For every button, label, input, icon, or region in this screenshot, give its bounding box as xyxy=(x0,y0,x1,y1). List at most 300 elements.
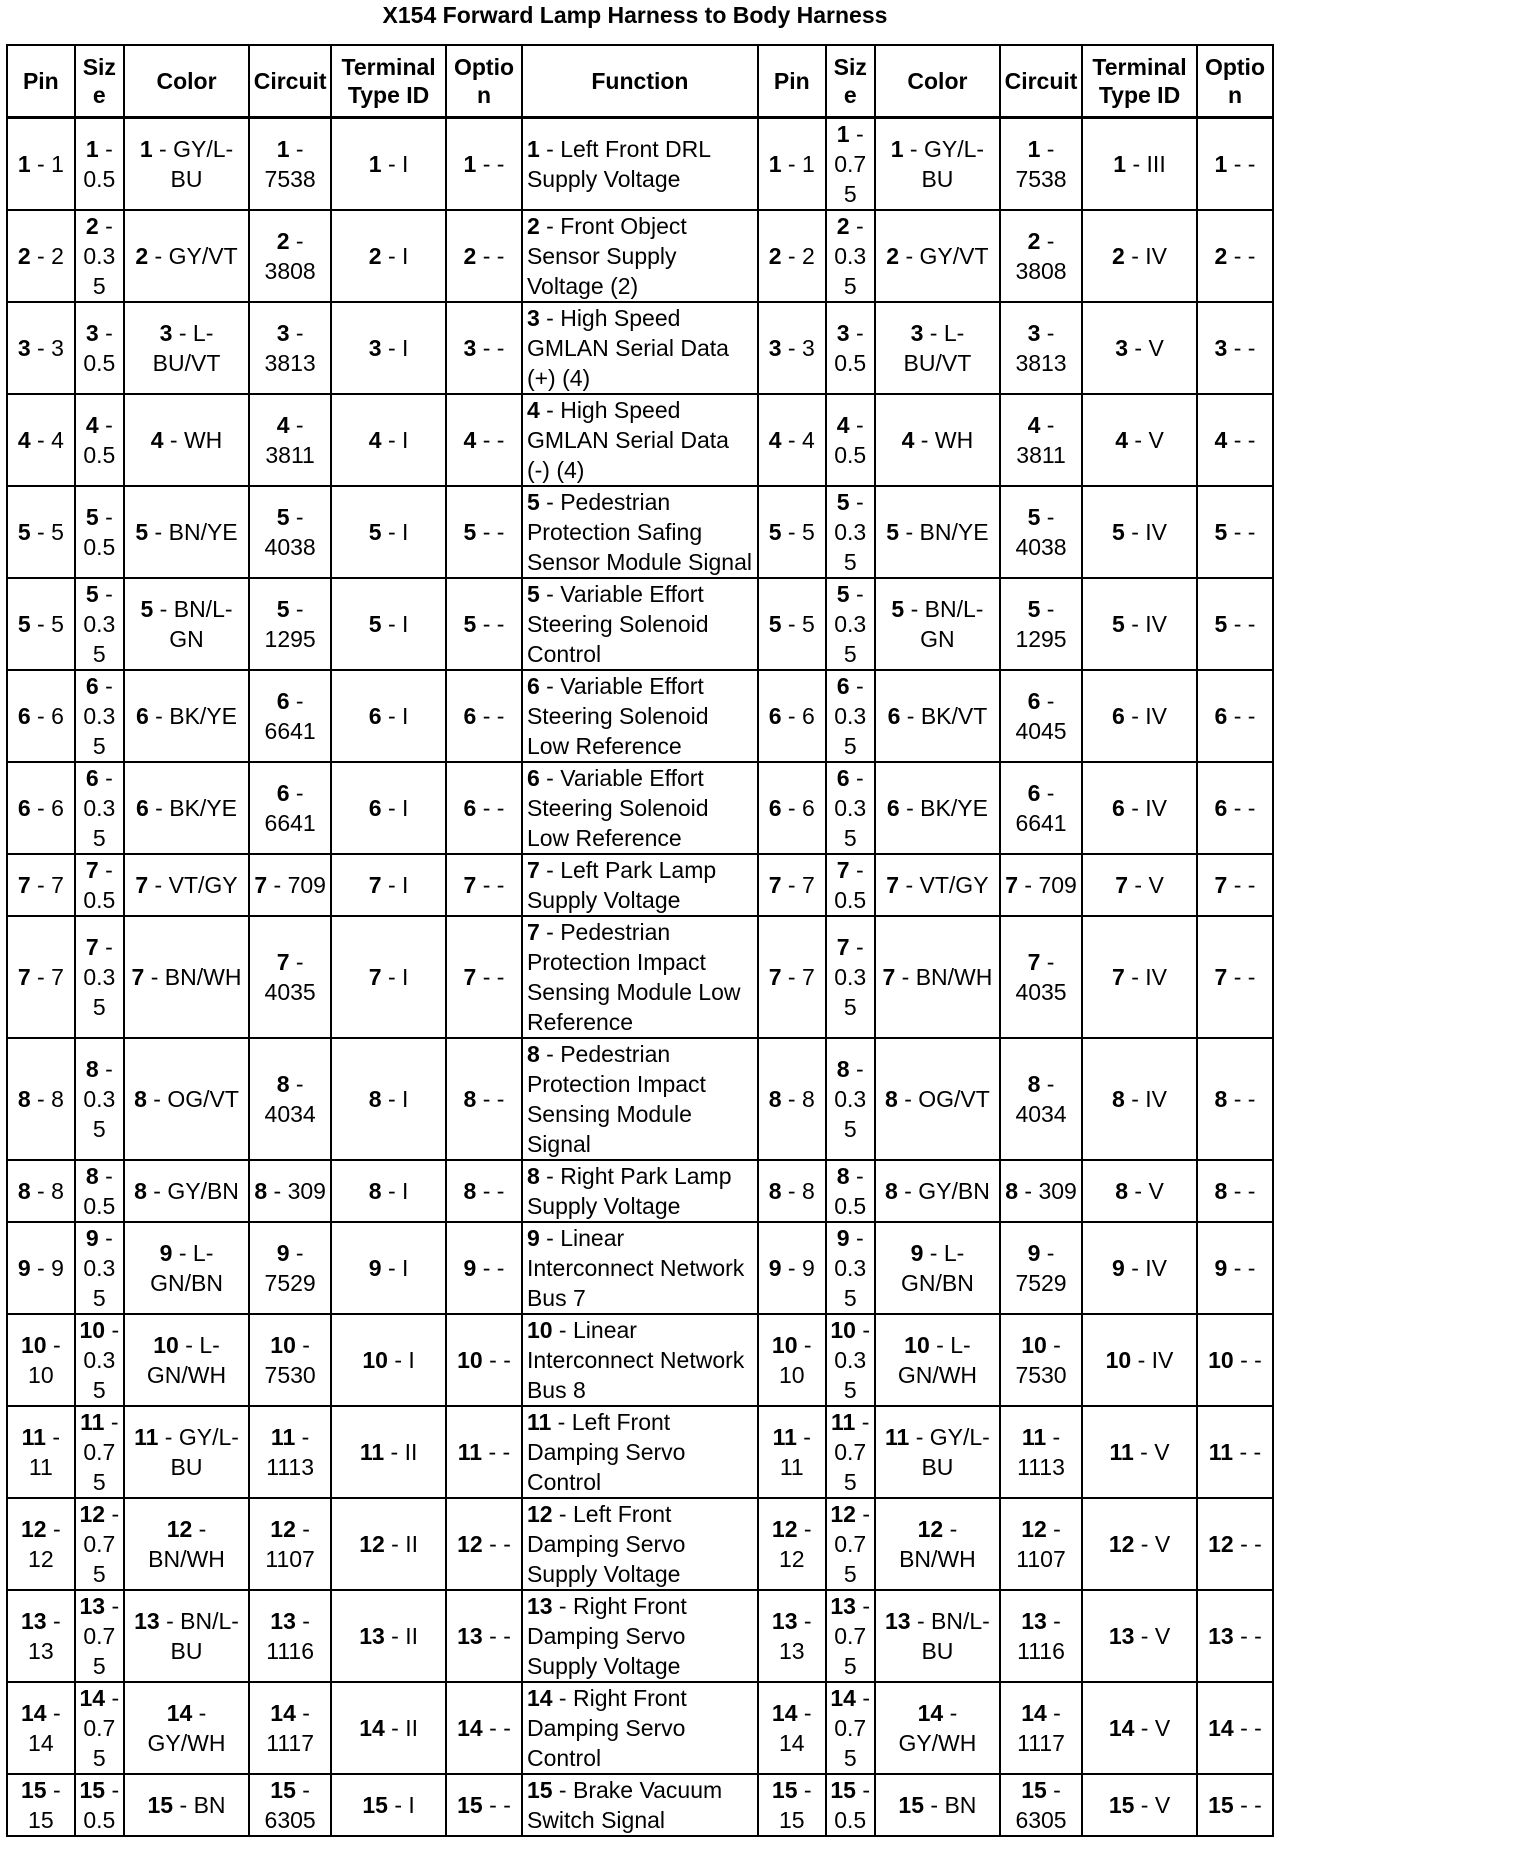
size-cell: 14 - 0.75 xyxy=(826,1682,875,1774)
row-number: 10 xyxy=(362,1347,388,1373)
cell-value: I xyxy=(402,872,409,898)
cell-value: V xyxy=(1148,335,1164,361)
cell-value: 6305 xyxy=(264,1807,316,1833)
cell-value: - xyxy=(1247,703,1256,729)
cell-value: GY/VT xyxy=(168,243,238,269)
row-number: 9 xyxy=(17,1255,31,1281)
row-number: 7 xyxy=(17,872,31,898)
circuit-cell: 1 - 7538 xyxy=(1000,118,1082,211)
row-number: 5 xyxy=(17,519,31,545)
row-number: 12 xyxy=(1108,1531,1135,1557)
row-number: 6 xyxy=(276,688,290,714)
row-number: 7 xyxy=(886,872,900,898)
cell-value: Left Front Damping Servo Supply Voltage xyxy=(526,1501,686,1587)
cell-value: - xyxy=(1254,1531,1262,1557)
cell-value: - xyxy=(503,1792,511,1818)
circuit-cell: 2 - 3808 xyxy=(1000,210,1082,302)
row-number: 6 xyxy=(886,795,900,821)
pin-cell: 5 - 5 xyxy=(7,578,75,670)
header-circuit: Circuit xyxy=(249,45,331,118)
cell-value: II xyxy=(405,1623,419,1649)
row-number: 5 xyxy=(891,596,905,622)
row-number: 3 xyxy=(836,320,850,346)
cell-value: V xyxy=(1154,1792,1171,1818)
option-cell: 13 - - xyxy=(1197,1590,1273,1682)
cell-value: L-GN/WH xyxy=(146,1332,227,1388)
row-number: 13 xyxy=(134,1608,160,1634)
row-number: 5 xyxy=(768,519,782,545)
color-cell: 3 - L-BU/VT xyxy=(875,302,1000,394)
cell-value: - xyxy=(1254,1623,1262,1649)
row-number: 11 xyxy=(457,1439,483,1465)
row-number: 14 xyxy=(830,1685,856,1711)
cell-value: - xyxy=(1254,1347,1262,1373)
row-number: 12 xyxy=(457,1531,483,1557)
terminal-type-cell: 3 - I xyxy=(331,302,446,394)
terminal-type-cell: 5 - I xyxy=(331,486,446,578)
cell-value: 12 xyxy=(778,1546,805,1572)
row-number: 11 xyxy=(831,1409,856,1435)
cell-value: 3 xyxy=(801,335,815,361)
row-number: 13 xyxy=(830,1593,856,1619)
cell-value: I xyxy=(402,611,409,637)
table-row xyxy=(7,854,1273,916)
row-number: 7 xyxy=(882,964,896,990)
size-cell: 15 - 0.5 xyxy=(75,1774,124,1836)
color-cell: 8 - OG/VT xyxy=(875,1038,1000,1160)
row-number: 1 xyxy=(768,151,782,177)
row-number: 6 xyxy=(836,765,850,791)
cell-value: II xyxy=(404,1439,418,1465)
cell-value: 0.75 xyxy=(834,1715,867,1771)
pin-cell: 13 - 13 xyxy=(758,1590,826,1682)
row-number: 2 xyxy=(836,213,850,239)
row-number: 5 xyxy=(463,611,477,637)
cell-value: 1116 xyxy=(266,1638,314,1664)
function-cell: 8 - Pedestrian Protection Impact Sensing Module Signal xyxy=(522,1038,758,1160)
row-number: 14 xyxy=(526,1685,553,1711)
row-number: 1 xyxy=(85,136,99,162)
table-row xyxy=(7,210,1273,302)
row-number: 9 xyxy=(836,1225,850,1251)
row-number: 9 xyxy=(276,1240,290,1266)
cell-value: BN/WH xyxy=(164,964,242,990)
row-number: 10 xyxy=(904,1332,930,1358)
cell-value: 0.75 xyxy=(834,151,867,207)
table-row xyxy=(7,118,1273,211)
cell-value: GY/L-BU xyxy=(921,136,985,192)
row-number: 12 xyxy=(1208,1531,1234,1557)
cell-value: 0.5 xyxy=(83,350,116,376)
cell-value: - xyxy=(1247,1178,1256,1204)
circuit-cell: 6 - 6641 xyxy=(249,762,331,854)
option-cell: 1 - - xyxy=(1197,118,1273,211)
cell-value: 0.5 xyxy=(834,1193,867,1219)
cell-value: - xyxy=(496,1086,505,1112)
cell-value: 2 xyxy=(801,243,815,269)
row-number: 14 xyxy=(359,1715,385,1741)
row-number: 3 xyxy=(1115,335,1128,361)
cell-value: 0.35 xyxy=(834,1255,867,1311)
row-number: 1 xyxy=(368,151,382,177)
cell-value: 3813 xyxy=(264,350,316,376)
terminal-type-cell: 4 - I xyxy=(331,394,446,486)
row-number: 4 xyxy=(768,427,782,453)
row-number: 6 xyxy=(276,780,290,806)
cell-value: 14 xyxy=(28,1730,54,1756)
cell-value: BN/WH xyxy=(899,1546,976,1572)
row-number: 9 xyxy=(159,1240,173,1266)
cell-value: 0.35 xyxy=(834,795,867,851)
cell-value: L-GN/BN xyxy=(901,1240,974,1296)
terminal-type-cell: 6 - I xyxy=(331,762,446,854)
terminal-type-cell: 14 - V xyxy=(1082,1682,1197,1774)
cell-value: I xyxy=(408,1347,415,1373)
terminal-type-cell: 5 - IV xyxy=(1082,486,1197,578)
cell-value: OG/VT xyxy=(918,1086,990,1112)
row-number: 6 xyxy=(463,795,477,821)
row-number: 5 xyxy=(836,581,850,607)
row-number: 5 xyxy=(368,519,382,545)
row-number: 5 xyxy=(135,519,149,545)
cell-value: 0.35 xyxy=(834,964,867,1020)
size-cell: 12 - 0.75 xyxy=(75,1498,124,1590)
color-cell: 10 - L-GN/WH xyxy=(875,1314,1000,1406)
circuit-cell: 11 - 1113 xyxy=(249,1406,331,1498)
cell-value: - xyxy=(1247,519,1256,545)
option-cell: 6 - - xyxy=(1197,762,1273,854)
size-cell: 13 - 0.75 xyxy=(75,1590,124,1682)
cell-value: 3 xyxy=(51,335,64,361)
cell-value: 7538 xyxy=(264,166,316,192)
pin-cell: 7 - 7 xyxy=(758,916,826,1038)
circuit-cell: 7 - 709 xyxy=(1000,854,1082,916)
terminal-type-cell: 8 - I xyxy=(331,1038,446,1160)
row-number: 3 xyxy=(1027,320,1041,346)
row-number: 8 xyxy=(885,1178,898,1204)
size-cell: 3 - 0.5 xyxy=(75,302,124,394)
row-number: 11 xyxy=(772,1424,797,1450)
option-cell: 10 - - xyxy=(1197,1314,1273,1406)
terminal-type-cell: 5 - IV xyxy=(1082,578,1197,670)
row-number: 8 xyxy=(768,1086,782,1112)
row-number: 15 xyxy=(1021,1777,1047,1803)
cell-value: 6 xyxy=(801,703,815,729)
cell-value: V xyxy=(1148,1178,1164,1204)
circuit-cell: 6 - 6641 xyxy=(249,670,331,762)
option-cell: 6 - - xyxy=(446,670,522,762)
row-number: 9 xyxy=(463,1255,477,1281)
row-number: 4 xyxy=(17,427,31,453)
size-cell: 13 - 0.75 xyxy=(826,1590,875,1682)
cell-value: - xyxy=(1247,795,1256,821)
terminal-type-cell: 13 - V xyxy=(1082,1590,1197,1682)
cell-value: IV xyxy=(1145,519,1167,545)
circuit-cell: 6 - 6641 xyxy=(1000,762,1082,854)
cell-value: 4035 xyxy=(264,979,316,1005)
row-number: 10 xyxy=(153,1332,179,1358)
cell-value: 7 xyxy=(51,964,64,990)
color-cell: 2 - GY/VT xyxy=(875,210,1000,302)
row-number: 7 xyxy=(836,857,850,883)
cell-value: 13 xyxy=(778,1638,805,1664)
row-number: 13 xyxy=(771,1608,798,1634)
row-number: 14 xyxy=(270,1700,296,1726)
size-cell: 14 - 0.75 xyxy=(75,1682,124,1774)
table-row xyxy=(7,1682,1273,1774)
header-pin: Pin xyxy=(758,45,826,118)
cell-value: GY/WH xyxy=(898,1730,977,1756)
terminal-type-cell: 6 - IV xyxy=(1082,762,1197,854)
cell-value: 6305 xyxy=(1015,1807,1067,1833)
table-row xyxy=(7,1498,1273,1590)
row-number: 10 xyxy=(21,1332,47,1358)
row-number: 8 xyxy=(1214,1086,1228,1112)
cell-value: 6 xyxy=(51,795,64,821)
function-cell: 7 - Left Park Lamp Supply Voltage xyxy=(522,854,758,916)
row-number: 7 xyxy=(526,919,540,945)
function-cell: 15 - Brake Vacuum Switch Signal xyxy=(522,1774,758,1836)
cell-value: 0.35 xyxy=(83,611,116,667)
cell-value: Linear Interconnect Network Bus 8 xyxy=(526,1317,745,1403)
row-number: 7 xyxy=(276,949,290,975)
table-row xyxy=(7,916,1273,1038)
row-number: 3 xyxy=(159,320,173,346)
size-cell: 7 - 0.5 xyxy=(75,854,124,916)
terminal-type-cell: 8 - V xyxy=(1082,1160,1197,1222)
option-cell: 8 - - xyxy=(446,1160,522,1222)
row-number: 7 xyxy=(17,964,31,990)
table-row xyxy=(7,1406,1273,1498)
row-number: 3 xyxy=(276,320,290,346)
terminal-type-cell: 2 - I xyxy=(331,210,446,302)
function-cell: 10 - Linear Interconnect Network Bus 8 xyxy=(522,1314,758,1406)
cell-value: - xyxy=(496,611,505,637)
circuit-cell: 9 - 7529 xyxy=(249,1222,331,1314)
row-number: 4 xyxy=(85,412,99,438)
color-cell: 13 - BN/L-BU xyxy=(124,1590,249,1682)
row-number: 8 xyxy=(1115,1178,1128,1204)
cell-value: - xyxy=(496,872,505,898)
cell-value: 0.35 xyxy=(83,1347,116,1403)
row-number: 4 xyxy=(368,427,382,453)
option-cell: 8 - - xyxy=(1197,1038,1273,1160)
pin-cell: 1 - 1 xyxy=(7,118,75,211)
option-cell: 14 - - xyxy=(1197,1682,1273,1774)
cell-value: WH xyxy=(183,427,223,453)
size-cell: 9 - 0.35 xyxy=(75,1222,124,1314)
cell-value: Right Front Damping Servo Control xyxy=(526,1685,687,1771)
cell-value: 7538 xyxy=(1015,166,1067,192)
cell-value: BN/WH xyxy=(148,1546,225,1572)
row-number: 8 xyxy=(276,1071,290,1097)
option-cell: 3 - - xyxy=(446,302,522,394)
color-cell: 8 - GY/BN xyxy=(124,1160,249,1222)
pin-cell: 6 - 6 xyxy=(758,670,826,762)
cell-value: I xyxy=(402,335,409,361)
circuit-cell: 7 - 4035 xyxy=(1000,916,1082,1038)
option-cell: 9 - - xyxy=(1197,1222,1273,1314)
row-number: 1 xyxy=(139,136,153,162)
row-number: 13 xyxy=(270,1608,296,1634)
row-number: 6 xyxy=(1027,688,1041,714)
row-number: 4 xyxy=(1214,427,1228,453)
cell-value: 4038 xyxy=(1015,534,1067,560)
cell-value: 5 xyxy=(801,611,815,637)
row-number: 9 xyxy=(368,1255,382,1281)
row-number: 5 xyxy=(526,489,540,515)
cell-value: 0.75 xyxy=(83,1531,116,1587)
row-number: 4 xyxy=(1115,427,1128,453)
cell-value: I xyxy=(402,964,409,990)
cell-value: 8 xyxy=(801,1178,815,1204)
terminal-type-cell: 11 - II xyxy=(331,1406,446,1498)
color-cell: 4 - WH xyxy=(875,394,1000,486)
size-cell: 6 - 0.35 xyxy=(75,762,124,854)
cell-value: BN/L-GN xyxy=(169,596,233,652)
size-cell: 4 - 0.5 xyxy=(826,394,875,486)
row-number: 4 xyxy=(901,427,915,453)
cell-value: BN/L-BU xyxy=(170,1608,239,1664)
cell-value: - xyxy=(1253,1439,1262,1465)
color-cell: 9 - L-GN/BN xyxy=(124,1222,249,1314)
document-title: X154 Forward Lamp Harness to Body Harness xyxy=(382,2,888,28)
cell-value: 4034 xyxy=(264,1101,316,1127)
row-number: 5 xyxy=(276,504,290,530)
option-cell: 5 - - xyxy=(446,486,522,578)
size-cell: 7 - 0.35 xyxy=(75,916,124,1038)
color-cell: 11 - GY/L-BU xyxy=(124,1406,249,1498)
row-number: 7 xyxy=(368,872,382,898)
header-option: Option xyxy=(446,45,522,118)
cell-value: - xyxy=(496,335,505,361)
function-cell: 2 - Front Object Sensor Supply Voltage (2) xyxy=(522,210,758,302)
cell-value: 0.5 xyxy=(834,1807,867,1833)
terminal-type-cell: 12 - V xyxy=(1082,1498,1197,1590)
pin-cell: 7 - 7 xyxy=(7,854,75,916)
cell-value: - xyxy=(1247,1255,1256,1281)
function-cell: 1 - Left Front DRL Supply Voltage xyxy=(522,118,758,211)
cell-value: I xyxy=(402,1178,409,1204)
circuit-cell: 5 - 4038 xyxy=(249,486,331,578)
pin-cell: 2 - 2 xyxy=(758,210,826,302)
cell-value: 7530 xyxy=(264,1362,316,1388)
row-number: 14 xyxy=(21,1700,47,1726)
row-number: 11 xyxy=(134,1424,159,1450)
table-row xyxy=(7,578,1273,670)
row-number: 6 xyxy=(1112,795,1125,821)
option-cell: 6 - - xyxy=(1197,670,1273,762)
row-number: 8 xyxy=(134,1178,147,1204)
row-number: 8 xyxy=(1005,1178,1019,1204)
pin-cell: 10 - 10 xyxy=(7,1314,75,1406)
row-number: 2 xyxy=(886,243,900,269)
pin-cell: 2 - 2 xyxy=(7,210,75,302)
terminal-type-cell: 13 - II xyxy=(331,1590,446,1682)
size-cell: 5 - 0.35 xyxy=(826,486,875,578)
option-cell: 2 - - xyxy=(446,210,522,302)
row-number: 8 xyxy=(368,1086,382,1112)
terminal-type-cell: 4 - V xyxy=(1082,394,1197,486)
cell-value: - xyxy=(1247,611,1256,637)
function-cell: 11 - Left Front Damping Servo Control xyxy=(522,1406,758,1498)
row-number: 13 xyxy=(526,1593,553,1619)
cell-value: V xyxy=(1154,1715,1171,1741)
color-cell: 6 - BK/YE xyxy=(875,762,1000,854)
cell-value: BN xyxy=(944,1792,977,1818)
row-number: 7 xyxy=(1214,872,1228,898)
cell-value: - xyxy=(1247,243,1256,269)
terminal-type-cell: 7 - IV xyxy=(1082,916,1197,1038)
row-number: 4 xyxy=(463,427,477,453)
circuit-cell: 3 - 3813 xyxy=(249,302,331,394)
row-number: 14 xyxy=(457,1715,483,1741)
cell-value: 8 xyxy=(51,1178,64,1204)
cell-value: BN/WH xyxy=(915,964,993,990)
terminal-type-cell: 15 - I xyxy=(331,1774,446,1836)
cell-value: I xyxy=(402,703,409,729)
pin-cell: 8 - 8 xyxy=(7,1038,75,1160)
cell-value: 11 xyxy=(28,1454,53,1480)
cell-value: Left Front DRL Supply Voltage xyxy=(526,136,711,192)
cell-value: BN/L-GN xyxy=(920,596,984,652)
row-number: 5 xyxy=(140,596,154,622)
color-cell: 15 - BN xyxy=(124,1774,249,1836)
cell-value: 0.35 xyxy=(834,243,867,299)
pin-cell: 13 - 13 xyxy=(7,1590,75,1682)
option-cell: 11 - - xyxy=(446,1406,522,1498)
cell-value: 0.75 xyxy=(834,1531,867,1587)
row-number: 13 xyxy=(359,1623,385,1649)
cell-value: 0.35 xyxy=(834,611,867,667)
option-cell: 14 - - xyxy=(446,1682,522,1774)
row-number: 15 xyxy=(79,1777,106,1803)
cell-value: I xyxy=(408,1792,415,1818)
row-number: 6 xyxy=(526,673,540,699)
color-cell: 5 - BN/L-GN xyxy=(875,578,1000,670)
color-cell: 10 - L-GN/WH xyxy=(124,1314,249,1406)
row-number: 15 xyxy=(270,1777,296,1803)
row-number: 15 xyxy=(147,1792,174,1818)
row-number: 12 xyxy=(21,1516,47,1542)
cell-value: 15 xyxy=(28,1807,54,1833)
color-cell: 7 - VT/GY xyxy=(875,854,1000,916)
color-cell: 1 - GY/L-BU xyxy=(875,118,1000,211)
color-cell: 6 - BK/YE xyxy=(124,670,249,762)
option-cell: 5 - - xyxy=(1197,578,1273,670)
row-number: 6 xyxy=(85,765,99,791)
cell-value: V xyxy=(1154,1623,1171,1649)
terminal-type-cell: 9 - I xyxy=(331,1222,446,1314)
function-cell: 7 - Pedestrian Protection Impact Sensing Module Low Reference xyxy=(522,916,758,1038)
cell-value: GY/BN xyxy=(918,1178,990,1204)
cell-value: 1117 xyxy=(1017,1730,1065,1756)
cell-value: 1113 xyxy=(266,1454,314,1480)
cell-value: 7 xyxy=(801,872,815,898)
row-number: 5 xyxy=(1027,596,1041,622)
row-number: 5 xyxy=(276,596,290,622)
color-cell: 5 - BN/L-GN xyxy=(124,578,249,670)
cell-value: I xyxy=(402,1086,409,1112)
cell-value: 4034 xyxy=(1015,1101,1067,1127)
terminal-type-cell: 9 - IV xyxy=(1082,1222,1197,1314)
pin-cell: 3 - 3 xyxy=(758,302,826,394)
cell-value: 3808 xyxy=(1015,258,1067,284)
table-row xyxy=(7,1774,1273,1836)
header-pin: Pin xyxy=(7,45,75,118)
pin-cell: 9 - 9 xyxy=(7,1222,75,1314)
table-row xyxy=(7,1314,1273,1406)
